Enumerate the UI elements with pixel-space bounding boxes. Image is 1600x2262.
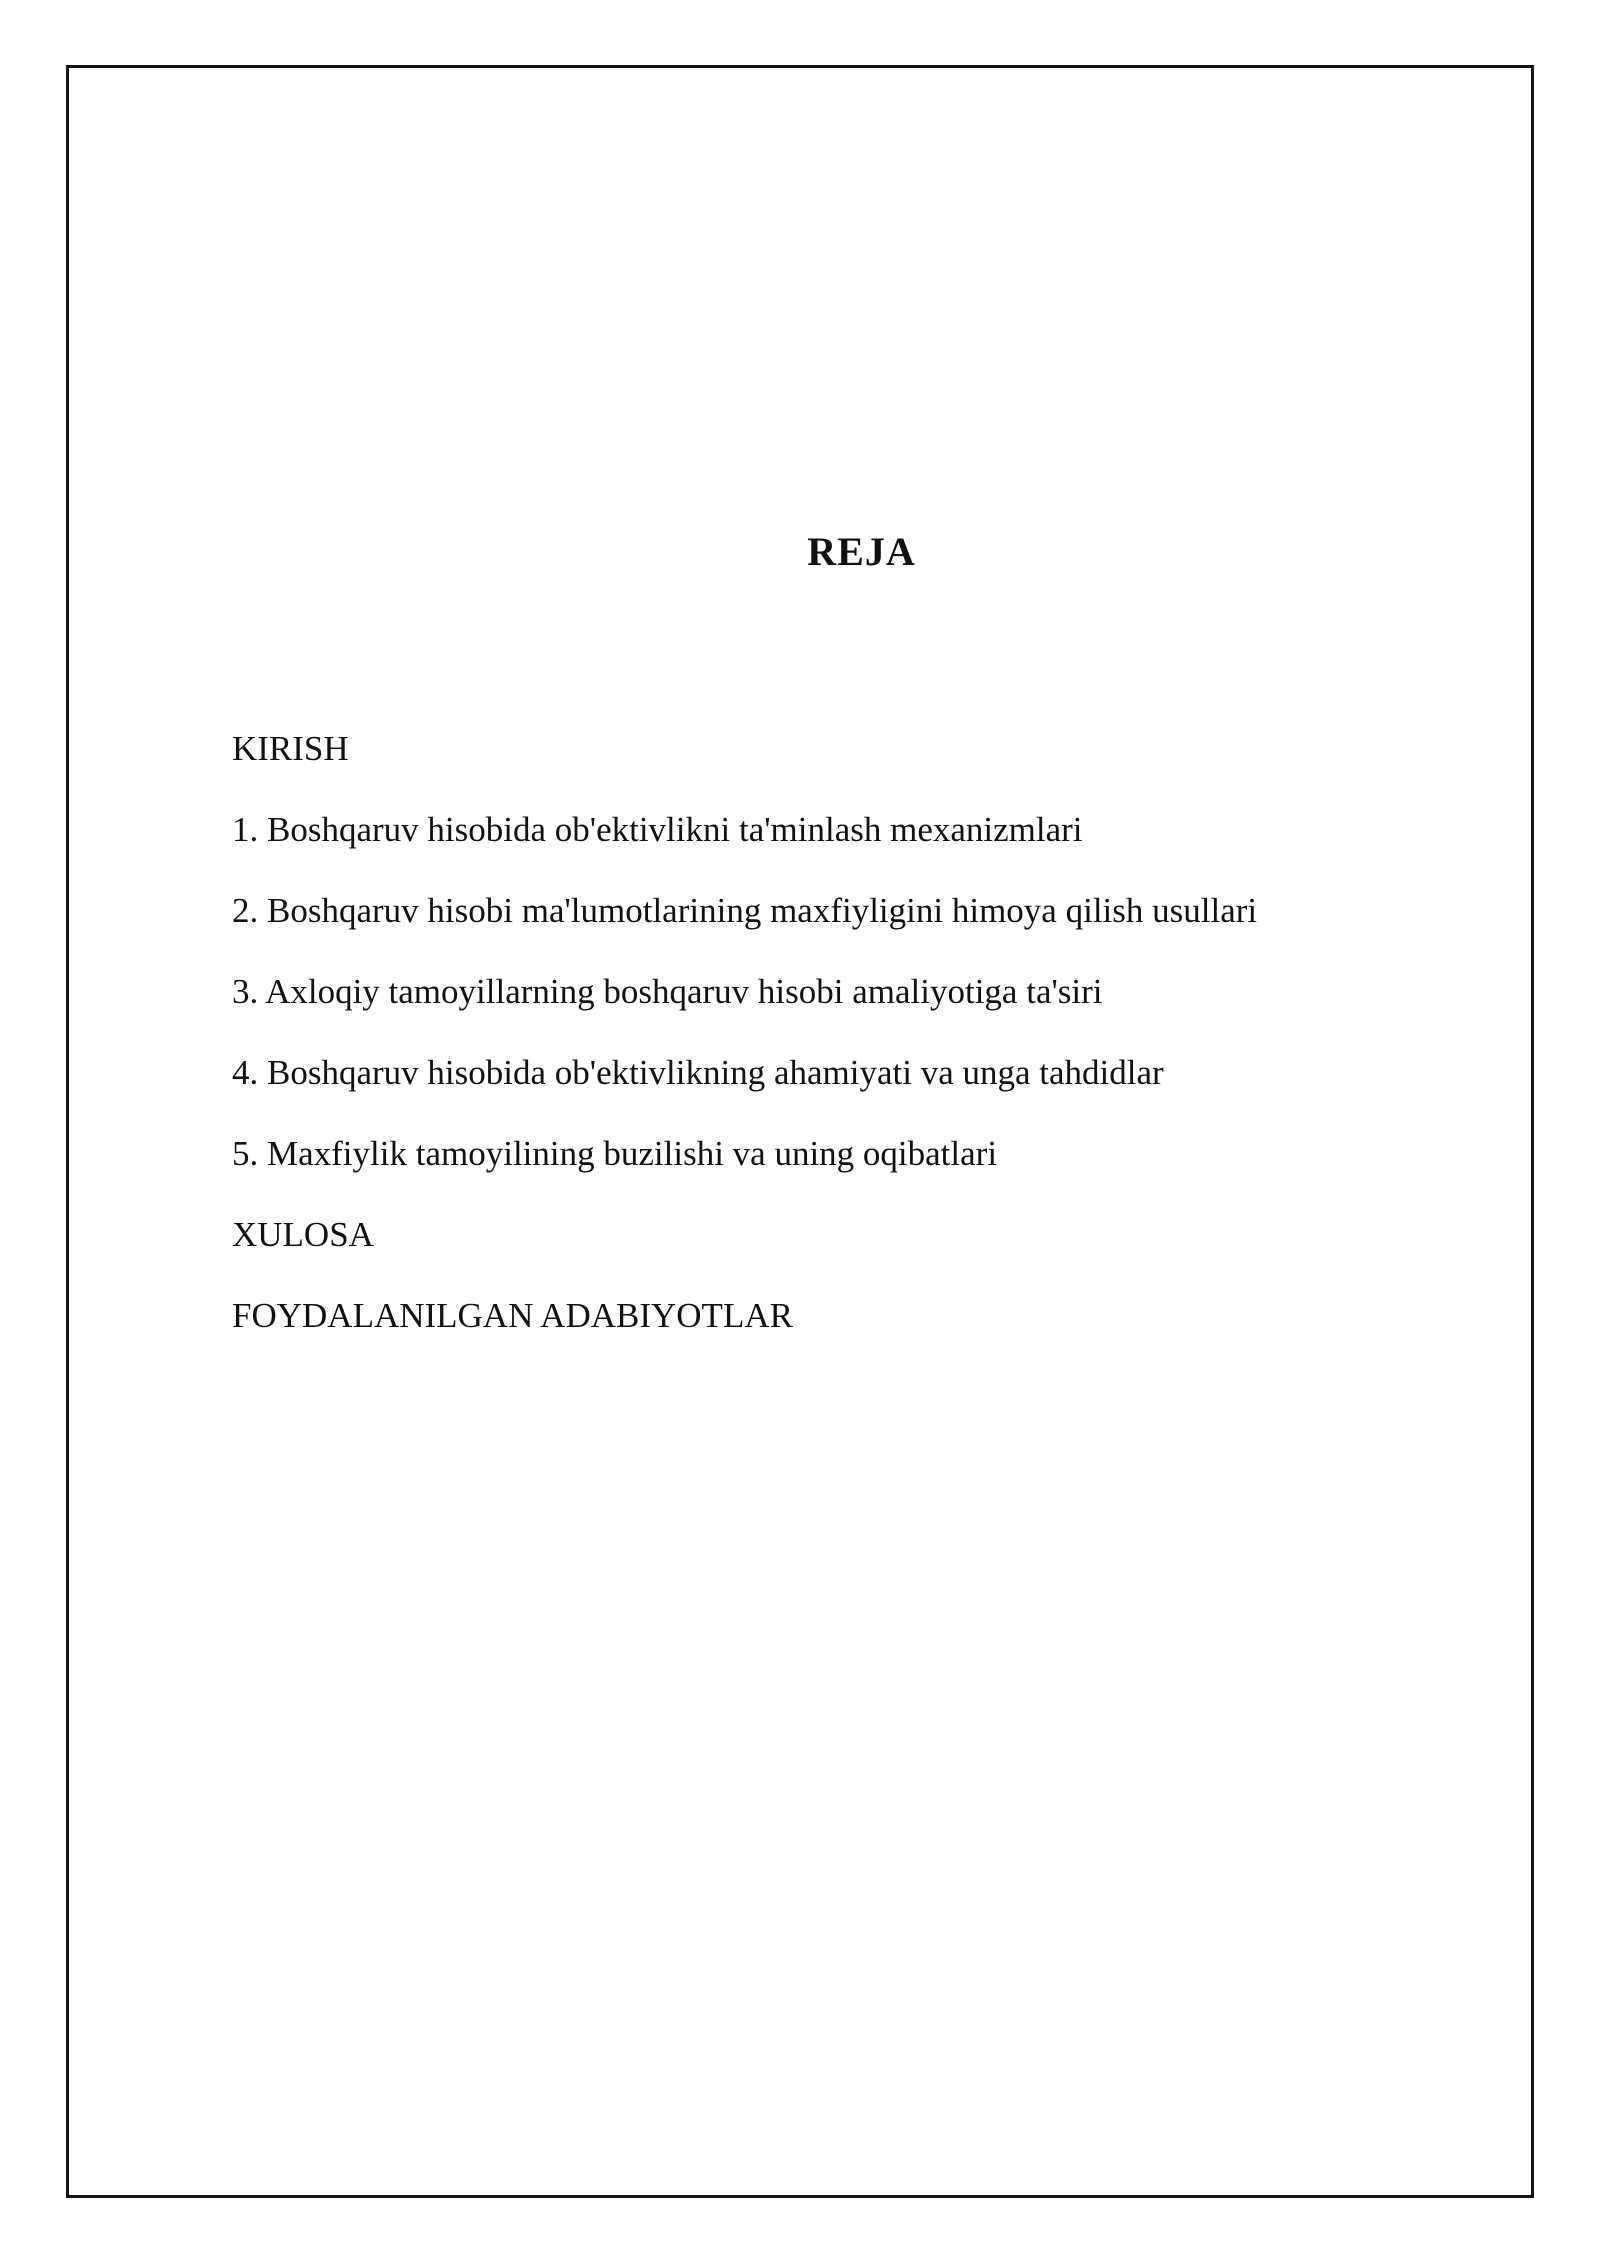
toc-item-conclusion: XULOSA <box>232 1215 374 1254</box>
toc-item-references: FOYDALANILGAN ADABIYOTLAR <box>232 1296 793 1335</box>
page-title: REJA <box>807 529 916 574</box>
toc-item-section-5: 5. Maxfiylik tamoyilining buzilishi va uning oqibatlari <box>232 1134 998 1173</box>
toc-item-section-3: 3. Axloqiy tamoyillarning boshqaruv hisobi amaliyotiga ta'siri <box>232 972 1103 1011</box>
toc-item-introduction: KIRISH <box>232 729 349 768</box>
toc-item-section-4: 4. Boshqaruv hisobida ob'ektivlikning ahamiyati va unga tahdidlar <box>232 1053 1164 1092</box>
page-border-frame <box>66 65 1534 2198</box>
toc-item-section-2: 2. Boshqaruv hisobi ma'lumotlarining maxfiyligini himoya qilish usullari <box>232 891 1258 930</box>
toc-item-section-1: 1. Boshqaruv hisobida ob'ektivlikni ta'minlash mexanizmlari <box>232 810 1083 849</box>
table-of-contents <box>232 708 1257 1356</box>
